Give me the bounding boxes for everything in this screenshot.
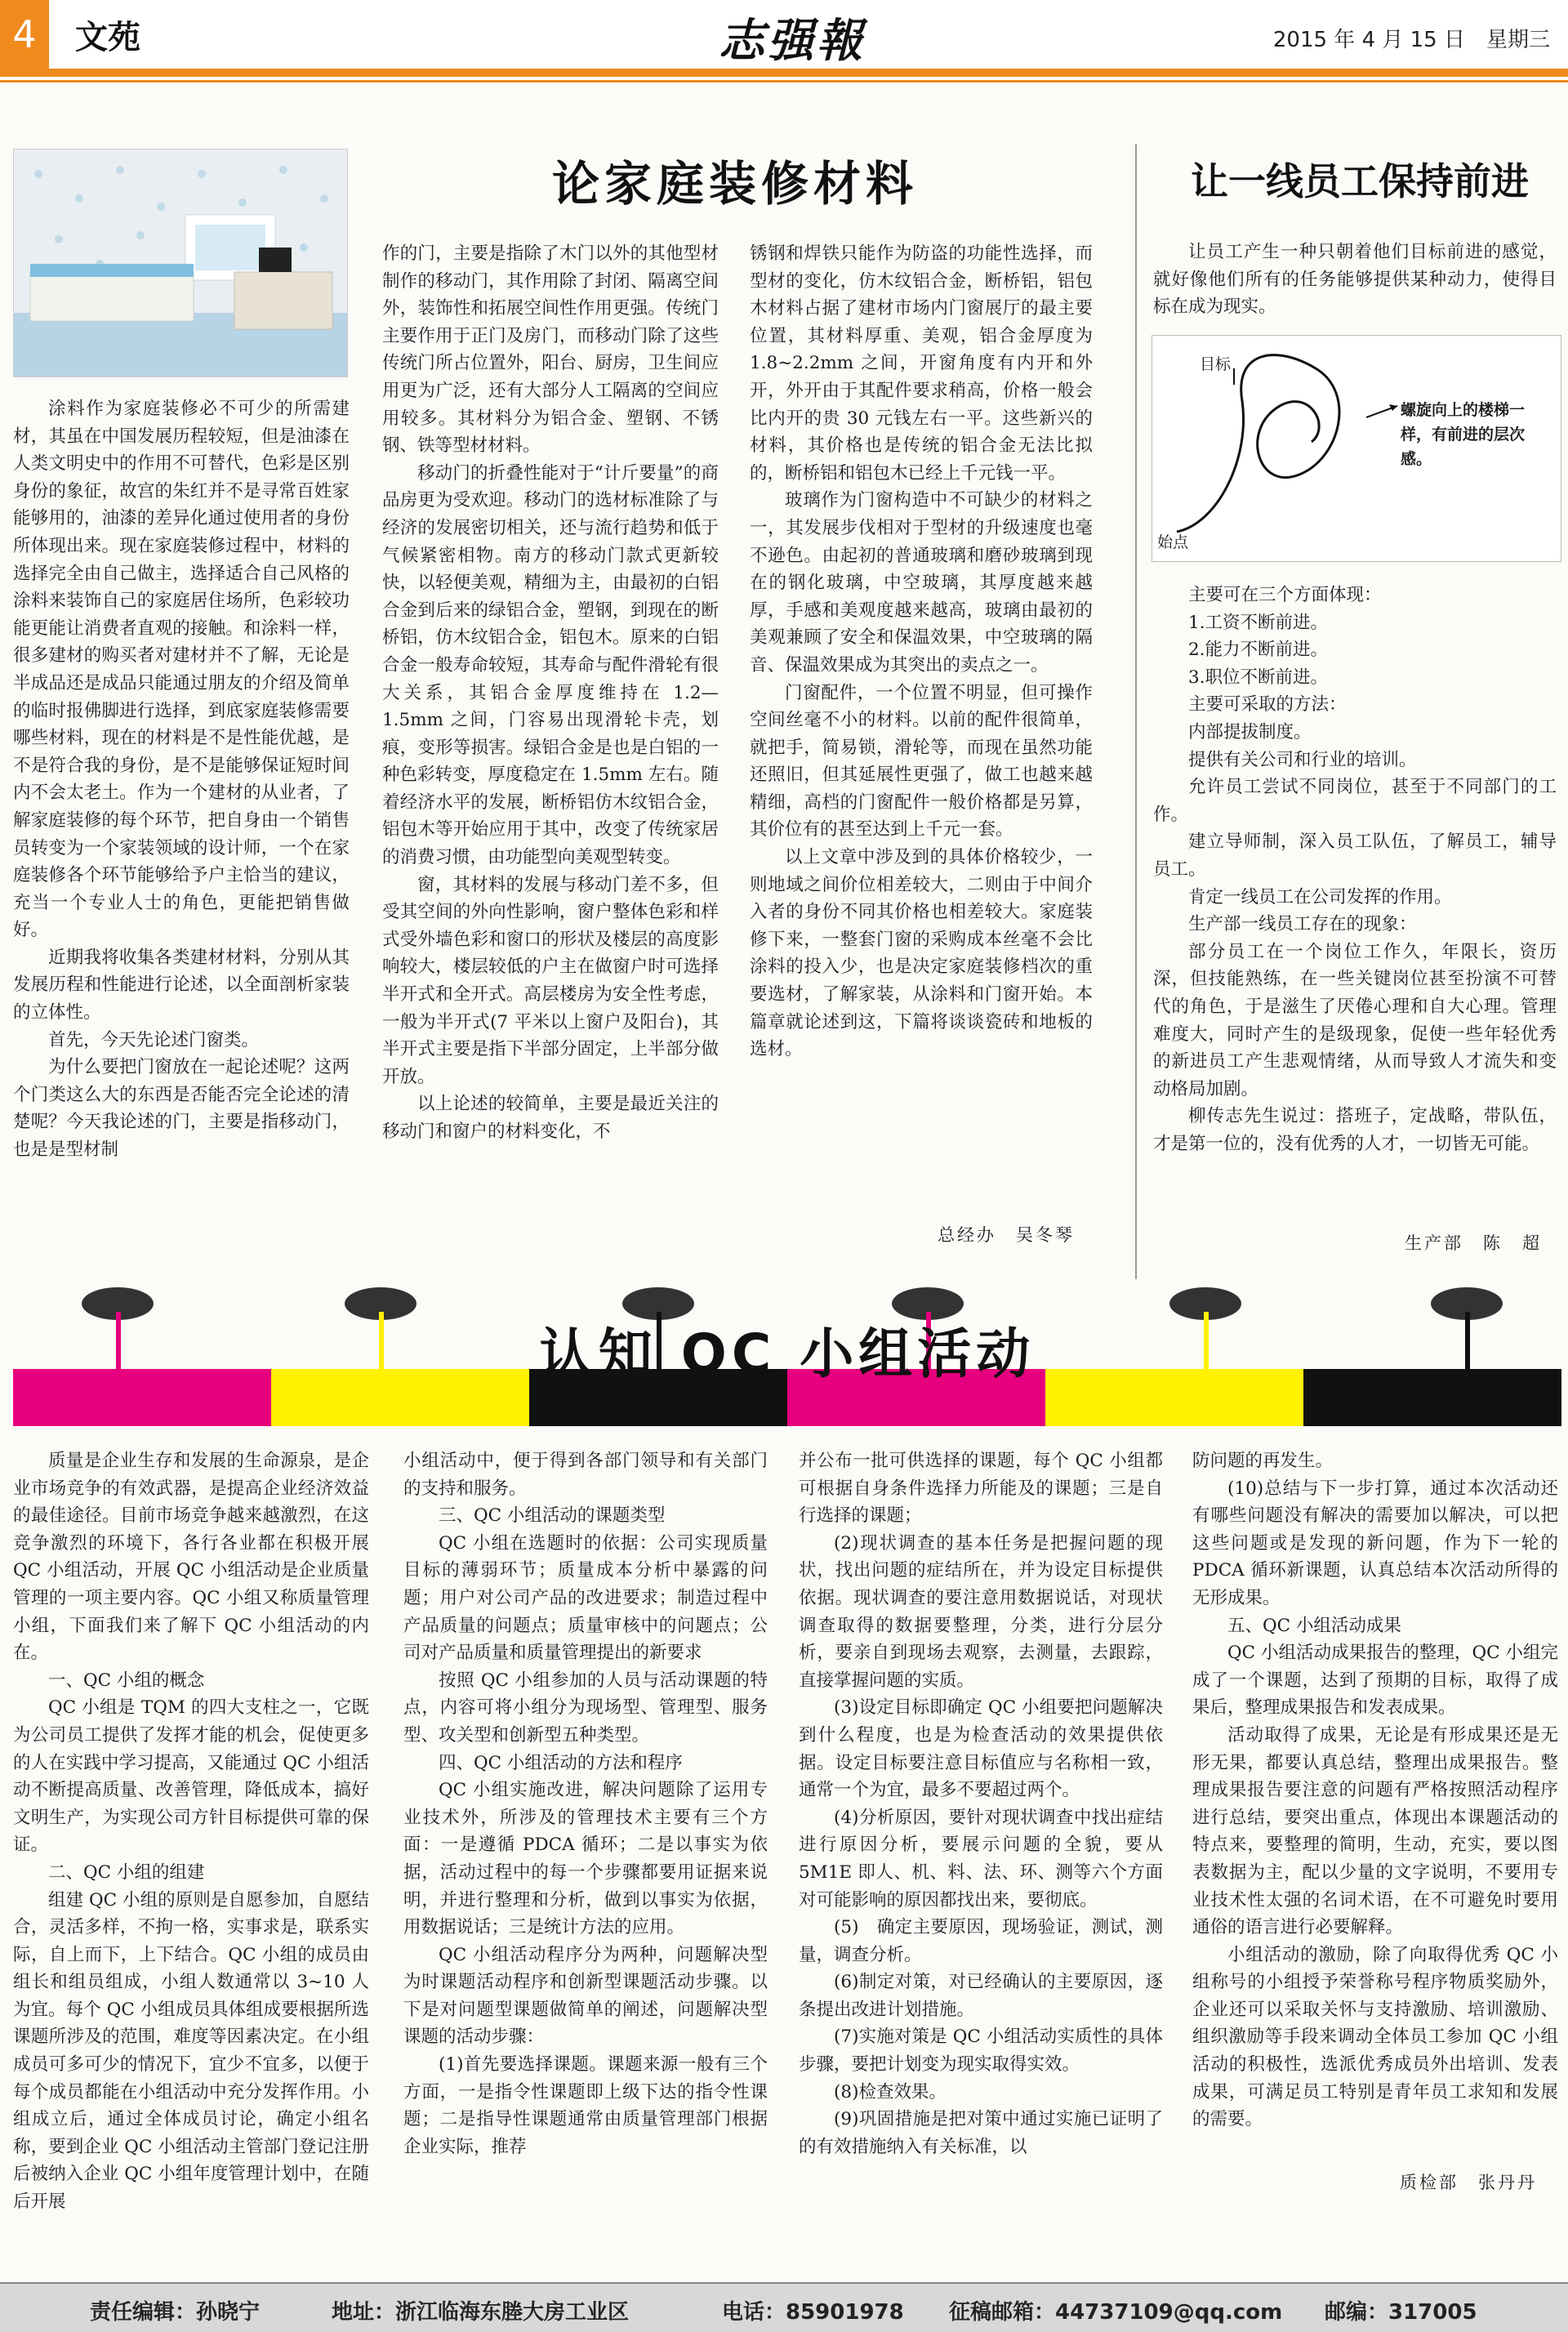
- paragraph: 作的门，主要是指除了木门以外的其他型材制作的移动门，其作用除了封闭、隔离空间外，装饰性和拓展空间性作用更强。传统门主要作用于正门及房门，而移动门除了这些传统门所占位置外，阳台、厨房，卫生间应用更为广泛，还有大部分人工隔离的空间应用较多。其材料分为铝合金、塑钢、不锈钢、铁等型材材料。: [382, 243, 719, 457]
- paragraph: (3)设定目标即确定 QC 小组要把问题解决到什么程度，也是为检查活动的效果提供依据。设定目标要注意目标值应与名称相一致，通常一个为宜，最多不要超过两个。: [799, 1697, 1163, 1801]
- paragraph: 质量是企业生存和发展的生命源泉，是企业市场竞争的有效武器，是提高企业经济效益的最佳途径。目前市场竞争越来越激烈，在这竞争激烈的环境下，各行各业都在积极开展 QC 小组活动，开展 QC 小组活动是企业质量管理的一项主要内容。QC 小组又称质量管理小组，下面我们来了解下 QC 小组活动的内在。: [13, 1451, 369, 1664]
- paragraph: (9)巩固措施是把对策中通过实施已证明了的有效措施纳入有关标准，以: [799, 2109, 1163, 2157]
- article3-column-3: [799, 1447, 1163, 2160]
- paragraph: 主要可采取的方法：: [1188, 694, 1347, 716]
- paragraph: 1.工资不断前进。: [1188, 612, 1329, 633]
- paragraph: 三、QC 小组活动的课题类型: [439, 1505, 666, 1527]
- footer-phone: 电话：85901978: [722, 2300, 904, 2325]
- article1-column-3: [750, 240, 1093, 1063]
- article2-intro: [1153, 239, 1557, 321]
- paragraph: 为什么要把门窗放在一起论述呢？这两个门类这么大的东西是否能否完全论述的清楚呢？今天我论述的门，主要是指移动门，也是是型材制: [13, 1057, 350, 1161]
- paragraph: (10)总结与下一步打算，通过本次活动还有哪些问题没有解决的需要加以解决，可以把这些问题或是发现的新问题，作为下一轮的 PDCA 循环新课题，认真总结本次活动所得的无形成果。: [1192, 1478, 1558, 1608]
- paragraph: QC 小组在选题时的依据：公司实现质量目标的薄弱环节；质量成本分析中暴露的问题；用户对公司产品的改进要求；制造过程中产品质量的问题点；质量审核中的问题点；公司对产品质量和质量管理提出的新要求: [403, 1532, 768, 1664]
- paragraph: 3.职位不断前进。: [1188, 667, 1329, 688]
- paragraph: (7)实施对策是 QC 小组活动实质性的具体步骤，要把计划变为现实取得实效。: [799, 2027, 1163, 2076]
- paragraph: 以上论述的较简单，主要是最近关注的移动门和窗户的材料变化，不: [382, 1094, 719, 1142]
- paragraph: 肯定一线员工在公司发挥的作用。: [1188, 886, 1452, 907]
- paragraph: 按照 QC 小组参加的人员与活动课题的特点，内容可将小组分为现场型、管理型、服务型、攻关型和创新型五种类型。: [403, 1670, 768, 1746]
- paragraph: 四、QC 小组活动的方法和程序: [439, 1752, 683, 1773]
- header-rule-thin: [0, 80, 1568, 82]
- paragraph: 防问题的再发生。: [1192, 1451, 1334, 1471]
- paragraph: 柳传志先生说过：搭班子，定战略，带队伍，才是第一位的，没有优秀的人才，一切皆无可能。: [1153, 1106, 1557, 1154]
- paragraph: 涂料作为家庭装修必不可少的所需建材，其虽在中国发展历程较短，但是油漆在人类文明史中的作用不可替代，色彩是区别身份的象征，故宫的朱红并不是寻常百姓家能够用的，油漆的差异化通过使用者的身份所体现出来。现在家庭装修过程中，材料的选择完全由自己做主，选择适合自己风格的涂料来装饰自己的家庭居住场所，色彩较功能更能让消费者直观的接触。和涂料一样，很多建材的购买者对建材并不了解，无论是半成品还是成品只能通过朋友的介绍及简单的临时报佛脚进行选择，到底家庭装修需要哪些材料，现在的材料是不是性能优越，是不是符合我的身份，是不是能够保证短时间内不会太老土。作为一个建材的从业者，了解家庭装修的每个环节，把自身由一个销售员转变为一个家装领域的设计师，一个在家庭装修各个环节能够给予户主恰当的建议，充当一个专业人士的角色，更能把销售做好。: [13, 399, 350, 941]
- paragraph: 二、QC 小组的组建: [48, 1862, 205, 1883]
- paragraph: 建立导师制，深入员工队伍，了解员工，辅导员工。: [1153, 832, 1557, 880]
- newspaper-masthead: 志强報: [719, 14, 866, 68]
- paragraph: 小组活动中，便于得到各部门领导和有关部门的支持和服务。: [403, 1451, 768, 1499]
- article2-author: 生产部 陈 超: [1405, 1233, 1542, 1253]
- paragraph: 窗，其材料的发展与移动门差不多，但受其空间的外向性影响，窗户整体色彩和样式受外墙色彩和窗口的形状及楼层的高度影响较大，楼层较低的户主在做窗户时可选择半开式和全开式。高层楼房为安全性考虑，一般为半开式(7 平米以上窗户及阳台)，其半开式主要是指下半部分固定，上半部分做开放。: [382, 874, 719, 1087]
- paragraph: QC 小组活动程序分为两种，问题解决型为时课题活动程序和创新型课题活动步骤。以下是对问题型课题做简单的阐述，问题解决型课题的活动步骤：: [403, 1944, 768, 2048]
- diagram-goal-label: 目标: [1200, 355, 1232, 373]
- paragraph: 锈钢和焊铁只能作为防盗的功能性选择，而型材的变化，仿木纹铝合金，断桥铝，铝包木材料占据了建材市场内门窗展厅的最主要位置，其材料厚重、美观，铝合金厚度为 1.8~2.2mm 之间，开窗角度有内开和外开，外开由于其配件要求稍高，价格一般会比内开的贵 30 元钱左右一平。这些新兴的材料，其价格也是传统的铝合金无法比拟的，断桥铝和铝包木已经上千元钱一平。: [750, 243, 1093, 484]
- bedroom-photo: [13, 149, 348, 377]
- paragraph: 小组活动的激励，除了向取得优秀 QC 小组称号的小组授予荣誉称号程序物质奖励外，企业还可以采取关怀与支持激励、培训激励、组织激励等手段来调动全体员工参加 QC 小组活动的积极性，选派优秀成员外出培训、发表成果，可满足员工特别是青年员工求知和发展的需要。: [1192, 1944, 1558, 2130]
- article-title-decoration-materials: 论家庭装修材料: [551, 156, 918, 212]
- article-title-qc-group: 认知 QC 小组活动: [539, 1322, 1036, 1385]
- article1-column-1: [13, 395, 350, 1164]
- paragraph: 允许员工尝试不同岗位，甚至于不同部门的工作。: [1153, 777, 1557, 825]
- paragraph: 组建 QC 小组的原则是自愿参加，自愿结合，灵活多样，不拘一格，实事求是，联系实际，自上而下，上下结合。QC 小组的成员由组长和组员组成，小组人数通常以 3~10 人为宜。每个 QC 小组成员具体组成要根据所选课题所涉及的范围，难度等因素决定。在小组成员可多可少的情况下，宜少不宜多，以便于每个成员都能在小组活动中充分发挥作用。小组成立后，通过全体成员讨论，确定小组名称，要到企业 QC 小组活动主管部门登记注册后被纳入企业 QC 小组年度管理计划中，在随后开展: [13, 1889, 369, 2213]
- article3-column-2: [403, 1447, 768, 2160]
- article3-author: 质检部 张丹丹: [1400, 2173, 1537, 2192]
- article3-column-4: [1192, 1447, 1558, 2134]
- paragraph: 主要可在三个方面体现：: [1188, 585, 1382, 605]
- article1-author: 总经办 吴冬琴: [938, 1225, 1075, 1245]
- paragraph: 移动门的折叠性能对于“计斤要量”的商品房更为受欢迎。移动门的选材标准除了与经济的发展密切相关，还与流行趋势和低于气候紧密相物。南方的移动门款式更新较快，以轻便美观，精细为主，由最初的白铝合金到后来的绿铝合金，塑钢，到现在的断桥铝，仿木纹铝合金，铝包木。原来的白铝合金一般寿命较短，其寿命与配件滑轮有很大关系，其铝合金厚度维持在 1.2—1.5mm 之间，门容易出现滑轮卡壳，划痕，变形等损害。绿铝合金是也是白铝的一种色彩转变，厚度稳定在 1.5mm 左右。随着经济水平的发展，断桥铝仿木纹铝合金，铝包木等开始应用于其中，改变了传统家居的消费习惯，由功能型向美观型转变。: [382, 462, 719, 868]
- issue-date: 2015 年 4 月 15 日 星期三: [1272, 28, 1550, 52]
- column-divider: [1135, 144, 1137, 1279]
- paragraph: 活动取得了成果，无论是有形成果还是无形无果，都要认真总结，整理出成果报告。整理成果报告要注意的问题有严格按照活动程序进行总结，要突出重点，体现出本课题活动的特点来，要整理的简明，生动，充实，要以图表数据为主，配以少量的文字说明，不要用专业技术性太强的名词术语，在不可避免时要用通俗的语言进行必要解释。: [1192, 1724, 1558, 1938]
- paragraph: QC 小组活动成果报告的整理，QC 小组完成了一个课题，达到了预期的目标，取得了成果后，整理成果报告和发表成果。: [1192, 1643, 1558, 1719]
- diagram-start-label: 始点: [1157, 533, 1189, 551]
- footer-bar: [0, 2282, 1568, 2332]
- paragraph: 让员工产生一种只朝着他们目标前进的感觉，就好像他们所有的任务能够提供某种动力，使得目标在成为现实。: [1153, 242, 1557, 318]
- section-name: 文苑: [75, 19, 140, 56]
- paragraph: QC 小组是 TQM 的四大支柱之一，它既为公司员工提供了发挥才能的机会，促使更多的人在实践中学习提高，又能通过 QC 小组活动不断提高质量、改善管理，降低成本，搞好文明生产，为实现公司方针目标提供可靠的保证。: [13, 1697, 369, 1856]
- paragraph: 以上文章中涉及到的具体价格较少，一则地域之间价位相差较大，二则由于中间介入者的身份不同其价格也相差较大。家庭装修下来，一整套门窗的采购成本丝毫不会比涂料的投入少，也是决定家庭装修档次的重要选材，了解家装，从涂料和门窗开始。本篇章就论述到这，下篇将谈谈瓷砖和地板的选材。: [750, 847, 1093, 1060]
- paragraph: (4)分析原因，要针对现状调查中找出症结进行原因分析，要展示问题的全貌，要从 5M1E 即人、机、料、法、环、测等六个方面对可能影响的原因都找出来，要彻底。: [799, 1807, 1163, 1911]
- bedroom-illustration-icon: [14, 149, 347, 377]
- paragraph: 2.能力不断前进。: [1188, 640, 1329, 661]
- paragraph: 五、QC 小组活动成果: [1227, 1615, 1401, 1636]
- article2-body: [1153, 582, 1557, 1157]
- paragraph: QC 小组实施改进，解决问题除了运用专业技术外，所涉及的管理技术主要有三个方面：一是遵循 PDCA 循环；二是以事实为依据，活动过程中的每一个步骤都要用证据来说明，并进行整理和分析，做到以事实为依据，用数据说话；三是统计方法的应用。: [403, 1780, 768, 1938]
- paragraph: 并公布一批可供选择的课题，每个 QC 小组都可根据自身条件选择力所能及的课题；三是自行选择的课题；: [799, 1451, 1163, 1527]
- article3-column-1: [13, 1447, 369, 2216]
- paragraph: 一、QC 小组的概念: [48, 1670, 205, 1691]
- paragraph: 内部提拔制度。: [1188, 721, 1312, 742]
- header-rule: [0, 69, 1568, 77]
- paragraph: (2)现状调查的基本任务是把握问题的现状，找出问题的症结所在，并为设定目标提供依据。现状调查的要注意用数据说话，对现状调查取得的数据要整理，分类，进行分层分析，要亲自到现场去观察，去测量，去跟踪，直接掌握问题的实质。: [799, 1532, 1163, 1691]
- paragraph: (5) 确定主要原因，现场验证，测试，测量，调查分析。: [799, 1917, 1163, 1965]
- footer-postcode: 邮编：317005: [1325, 2300, 1477, 2325]
- paragraph: 部分员工在一个岗位工作久，年限长，资历深，但技能熟练，在一些关键岗位甚至扮演不可替代的角色，于是滋生了厌倦心理和自大心理。管理难度大，同时产生的是级现象，促使一些年轻优秀的新进员工产生悲观情绪，从而导致人才流失和变动格局加剧。: [1153, 941, 1557, 1099]
- paragraph: 玻璃作为门窗构造中不可缺少的材料之一，其发展步伐相对于型材的升级速度也毫不逊色。由起初的普通玻璃和磨砂玻璃到现在的钢化玻璃，中空玻璃，其厚度越来越厚，手感和美观度越来越高，玻璃由最初的美观兼顾了安全和保温效果，中空玻璃的隔音、保温效果成为其突出的卖点之一。: [750, 490, 1093, 676]
- paragraph: (6)制定对策，对已经确认的主要原因，逐条提出改进计划措施。: [799, 1972, 1163, 2020]
- paragraph: (8)检查效果。: [834, 2081, 947, 2102]
- paragraph: 门窗配件，一个位置不明显，但可操作空间丝毫不小的材料。以前的配件很简单，就把手，简易锁，滑轮等，而现在虽然功能还照旧，但其延展性更强了，做工也越来越精细，高档的门窗配件一般价格都是另算，其价位有的甚至达到上千元一套。: [750, 682, 1093, 841]
- paragraph: 提供有关公司和行业的培训。: [1188, 749, 1417, 770]
- footer-editor: 责任编辑：孙晓宁: [90, 2300, 261, 2325]
- paragraph: 首先，今天先论述门窗类。: [48, 1029, 260, 1050]
- arrow-icon: [1389, 404, 1397, 411]
- footer-email: 征稿邮箱：44737109@qq.com: [949, 2300, 1283, 2325]
- page-number: 4: [0, 0, 49, 69]
- spiral-diagram: [1152, 335, 1561, 562]
- diagram-caption: 螺旋向上的楼梯一样，有前进的层次感。: [1401, 401, 1526, 468]
- paragraph: (1)首先要选择课题。课题来源一般有三个方面，一是指令性课题即上级下达的指令性课题；二是指导性课题通常由质量管理部门根据企业实际，推荐: [403, 2054, 768, 2157]
- footer-address: 地址：浙江临海东塍大房工业区: [332, 2300, 630, 2325]
- article-title-frontline-staff: 让一线员工保持前进: [1191, 159, 1529, 203]
- paragraph: 生产部一线员工存在的现象：: [1188, 914, 1417, 935]
- article1-column-2: [382, 240, 719, 1146]
- paragraph: 近期我将收集各类建材材料，分别从其发展历程和性能进行论述，以全面剖析家装的立体性。: [13, 947, 350, 1023]
